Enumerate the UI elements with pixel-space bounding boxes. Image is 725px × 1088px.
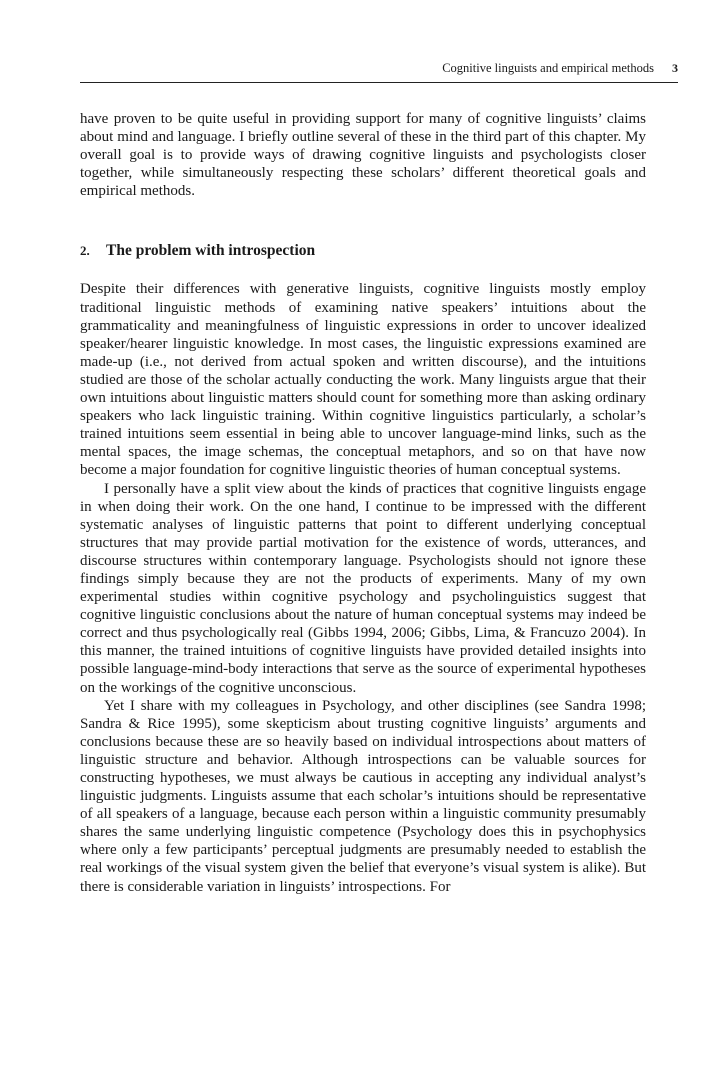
running-title: Cognitive linguists and empirical methods — [442, 61, 654, 75]
running-header — [80, 60, 678, 83]
page-body — [80, 110, 646, 896]
intro-paragraph: have proven to be quite useful in providing support for many of cognitive linguists’ claims about mind and language. I briefly outline several of these in the third part of this chapter. My overall goal is to provide ways of drawing cognitive linguists and psychologists closer together, while simultaneously respecting these scholars’ different theoretical goals and empirical methods. — [80, 111, 646, 200]
section-title: The problem with introspection — [106, 242, 316, 260]
section-paragraph-1: Despite their differences with generative linguists, cognitive linguists mostly employ traditional linguistic methods of examining native speakers’ intuitions about the grammaticality and meaningfulness of linguistic expressions in order to uncover idealized speaker/hearer linguistic knowledge. In most cases, the linguistic expressions examined are made-up (i.e., not derived from actual spoken and written discourse), and the intuitions studied are those of the scholar actually conducting the work. Many linguists argue that their own intuitions about linguistic matters should count for something more than asking ordinary speakers who lack linguistic training. Within cognitive linguistics particularly, a scholar’s trained intuitions seem essential in being able to uncover language-mind links, such as the mental spaces, the image schemas, the conceptual metaphors, and so on that have now become a major foundation for cognitive linguistic theories of human conceptual systems. — [80, 281, 646, 479]
section-heading — [80, 241, 646, 260]
section-paragraph-2: I personally have a split view about the kinds of practices that cognitive linguists engage in when doing their work. On the one hand, I continue to be impressed with the different systematic analyses of linguistic patterns that point to different underlying conceptual structures that may provide partial motivation for the existence of words, utterances, and discourse structures within contemporary language. Psychologists should not ignore these findings simply because they are not the products of experiments. Many of my own experimental studies within cognitive psychology and psycholinguistics suggest that cognitive linguistic conclusions about the nature of human conceptual systems may indeed be correct and thus psychologically real (Gibbs 1994, 2006; Gibbs, Lima, & Francuzo 2004). In this manner, the trained intuitions of cognitive linguists have provided detailed insights into possible language-mind-body interactions that serve as the source of experimental hypotheses on the workings of the cognitive unconscious. — [80, 480, 646, 696]
page-number: 3 — [672, 61, 678, 75]
section-number: 2. — [80, 243, 90, 259]
section-paragraph-3: Yet I share with my colleagues in Psychology, and other disciplines (see Sandra 1998; Sandra & Rice 1995), some skepticism about trusting cognitive linguists’ arguments and conclusions because these are so heavily based on individual introspections about matters of linguistic structure and behavior. Although introspections can be valuable sources for constructing hypotheses, we must always be cautious in accepting any individual analyst’s linguistic judgments. Linguists assume that each scholar’s intuitions should be representative of all speakers of a language, because each person within a linguistic community presumably shares the same underlying linguistic competence (Psychology does this in psychophysics where only a few participants’ perceptual judgments are presumably needed to establish the real workings of the visual system given the belief that everyone’s visual system is alike). But there is considerable variation in linguists’ introspections. For — [80, 697, 646, 895]
